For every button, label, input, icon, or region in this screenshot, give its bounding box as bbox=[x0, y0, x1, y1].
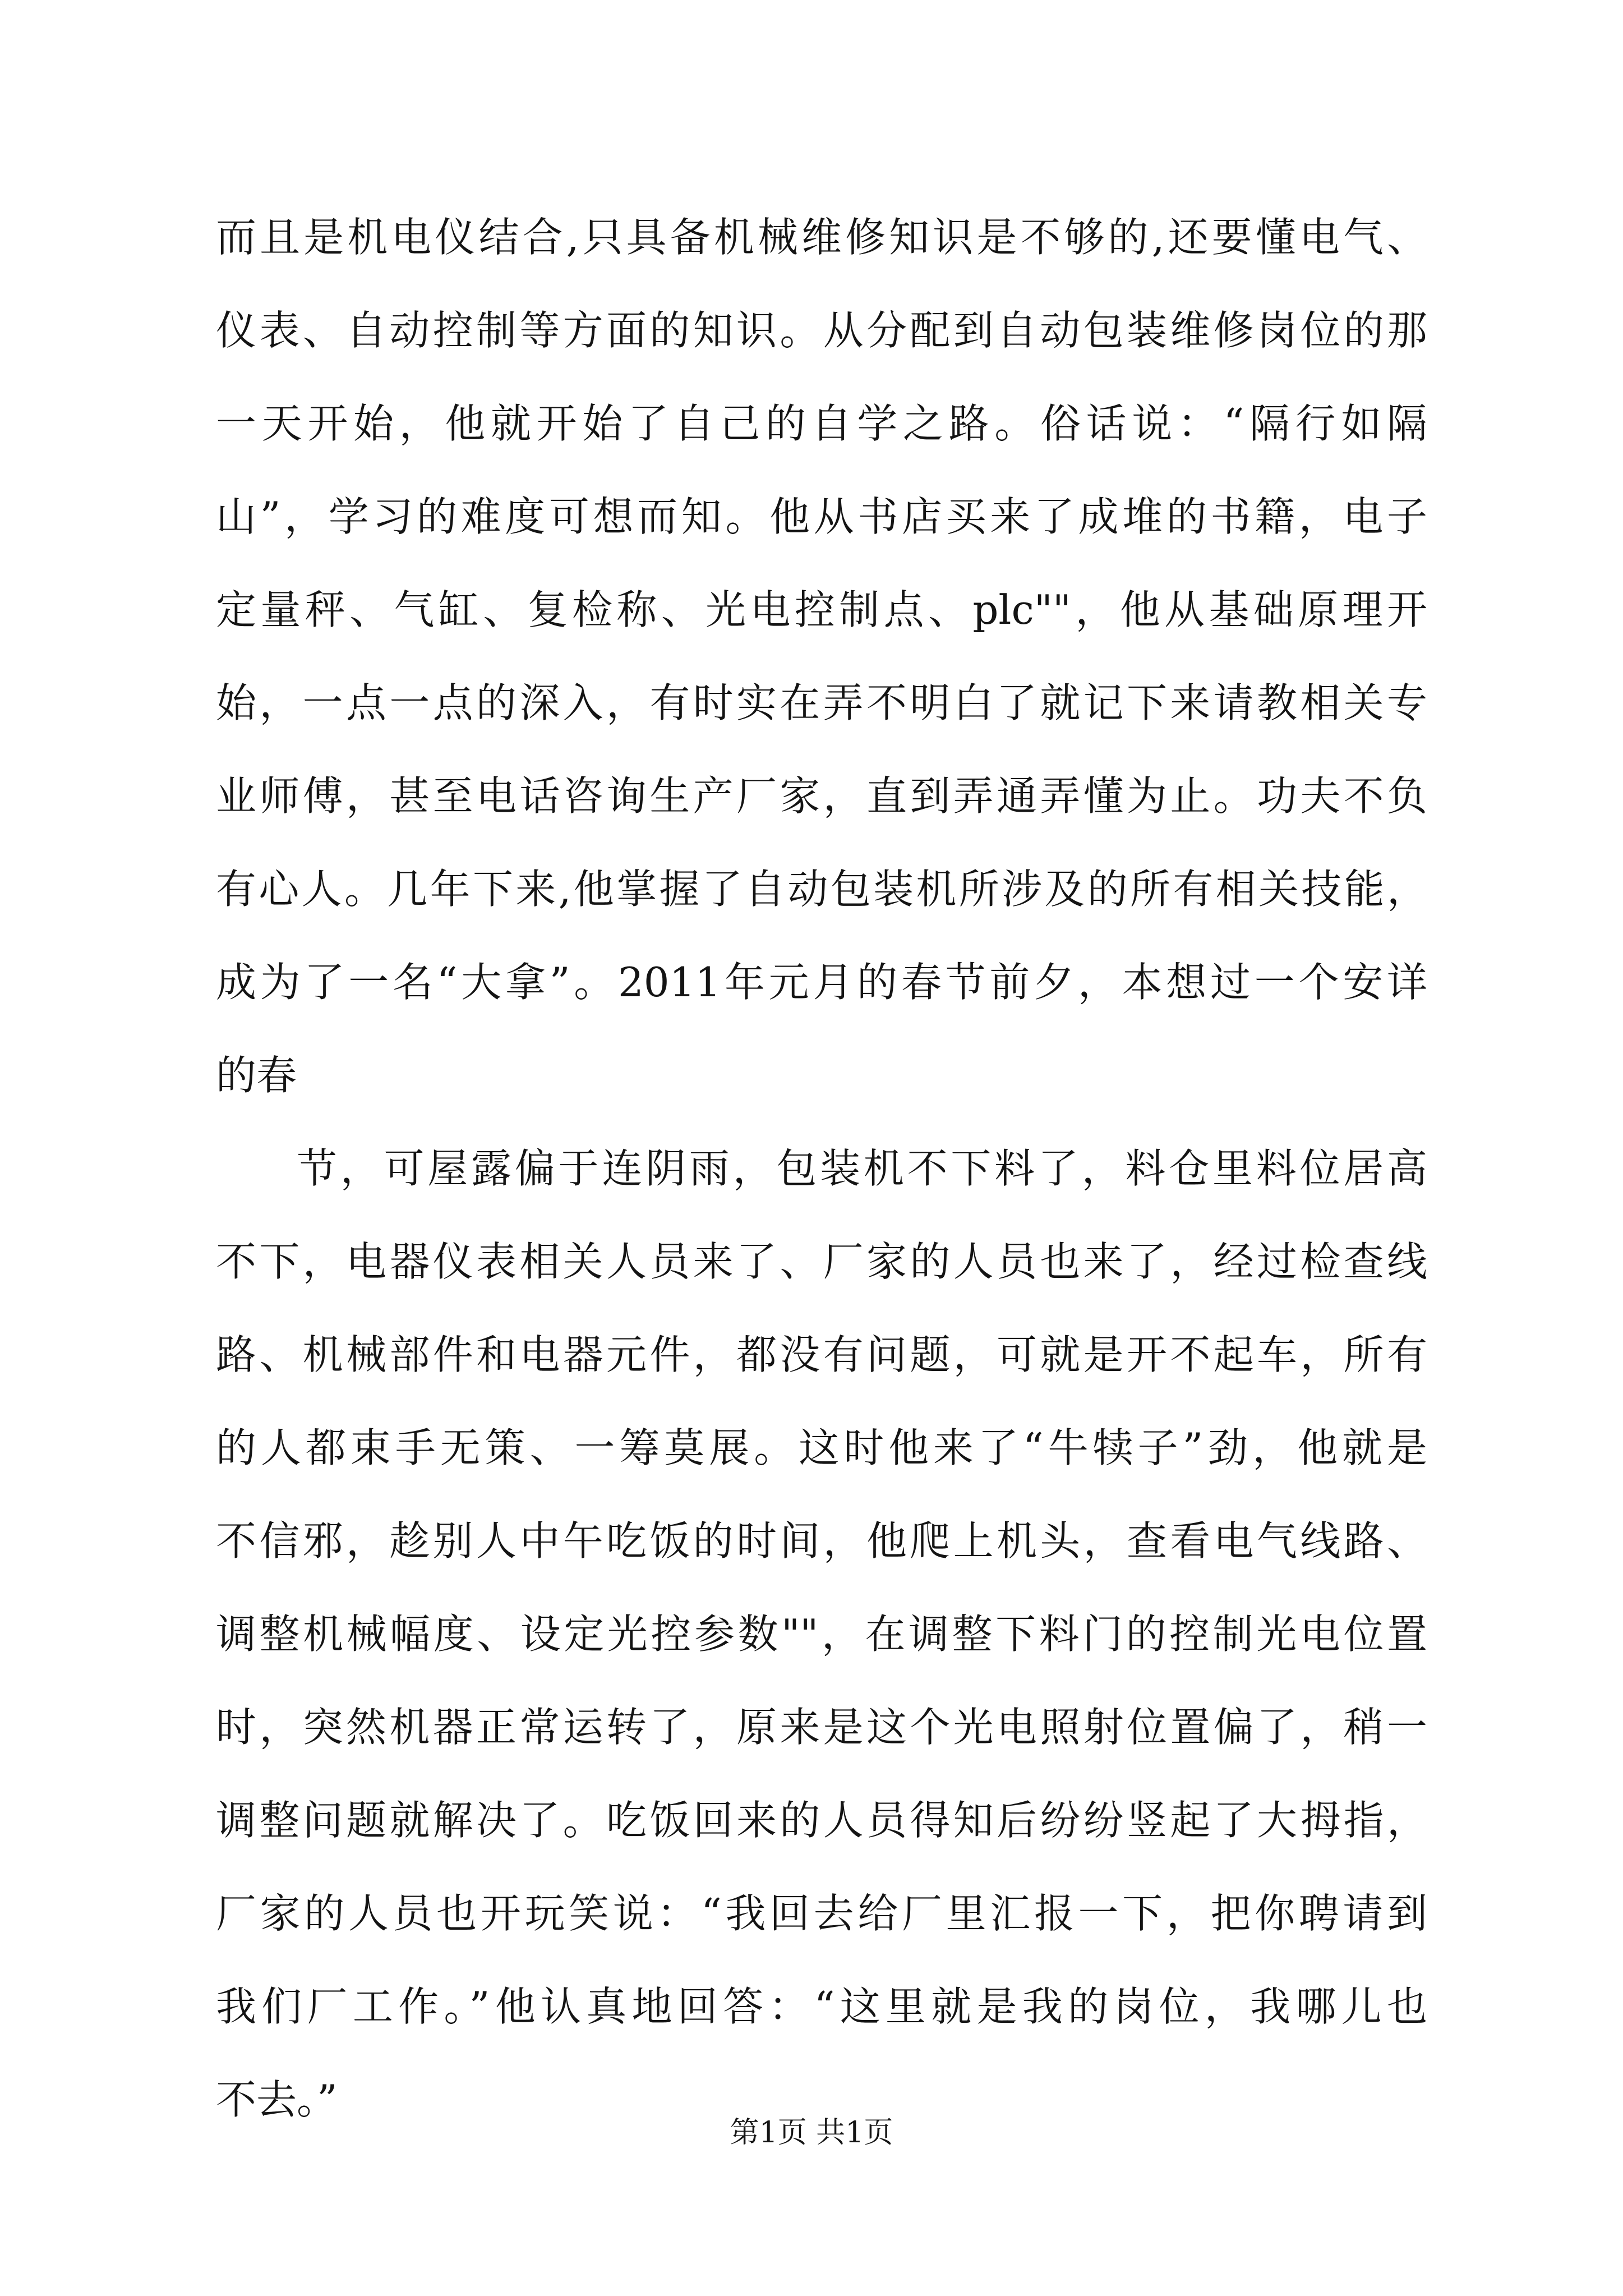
paragraph-1-line-1: 而且是机电仪结合,只具备机械维修知识是不够的,还要懂电气、 bbox=[216, 214, 1427, 261]
paragraph-1-line-10: 的春 bbox=[216, 1052, 297, 1099]
paragraph-2-line-11: 不去。” bbox=[216, 2076, 338, 2123]
paragraph-1-line-6: 始，一点一点的深入，有时实在弄不明白了就记下来请教相关专 bbox=[216, 679, 1427, 726]
paragraph-1-line-5: 定量秤、气缸、复检称、光电控制点、plc""，他从基础原理开 bbox=[216, 586, 1427, 633]
paragraph-1-line-2: 仪表、自动控制等方面的知识。从分配到自动包装维修岗位的那 bbox=[216, 307, 1427, 354]
paragraph-1-line-8: 有心人。几年下来,他掌握了自动包装机所涉及的所有相关技能， bbox=[216, 866, 1427, 913]
paragraph-1-line-9: 成为了一名“大拿”。2011年元月的春节前夕，本想过一个安详 bbox=[216, 959, 1427, 1006]
paragraph-2-line-10: 我们厂工作。”他认真地回答：“这里就是我的岗位，我哪儿也 bbox=[216, 1983, 1427, 2030]
paragraph-1-line-3: 一天开始，他就开始了自己的自学之路。俗话说：“隔行如隔 bbox=[216, 400, 1427, 447]
paragraph-2-line-4: 的人都束手无策、一筹莫展。这时他来了“牛犊子”劲，他就是 bbox=[216, 1424, 1427, 1471]
paragraph-2-line-7: 时，突然机器正常运转了，原来是这个光电照射位置偏了，稍一 bbox=[216, 1704, 1427, 1751]
paragraph-2-line-9: 厂家的人员也开玩笑说：“我回去给厂里汇报一下，把你聘请到 bbox=[216, 1890, 1427, 1937]
paragraph-2-line-6: 调整机械幅度、设定光控参数""，在调整下料门的控制光电位置 bbox=[216, 1611, 1427, 1658]
page-footer: 第1页 共1页 bbox=[730, 2116, 893, 2150]
paragraph-1-line-7: 业师傅，甚至电话咨询生产厂家，直到弄通弄懂为止。功夫不负 bbox=[216, 772, 1427, 820]
paragraph-2-line-1: 节，可屋露偏于连阴雨，包装机不下料了，料仓里料位居高 bbox=[297, 1145, 1427, 1192]
paragraph-2-line-5: 不信邪，趁别人中午吃饭的时间，他爬上机头，查看电气线路、 bbox=[216, 1517, 1427, 1565]
paragraph-1-line-4: 山”，学习的难度可想而知。他从书店买来了成堆的书籍，电子 bbox=[216, 493, 1427, 540]
paragraph-2-line-3: 路、机械部件和电器元件，都没有问题，可就是开不起车，所有 bbox=[216, 1331, 1427, 1378]
paragraph-2-line-2: 不下，电器仪表相关人员来了、厂家的人员也来了，经过检查线 bbox=[216, 1238, 1427, 1285]
paragraph-2-line-8: 调整问题就解决了。吃饭回来的人员得知后纷纷竖起了大拇指， bbox=[216, 1797, 1427, 1844]
